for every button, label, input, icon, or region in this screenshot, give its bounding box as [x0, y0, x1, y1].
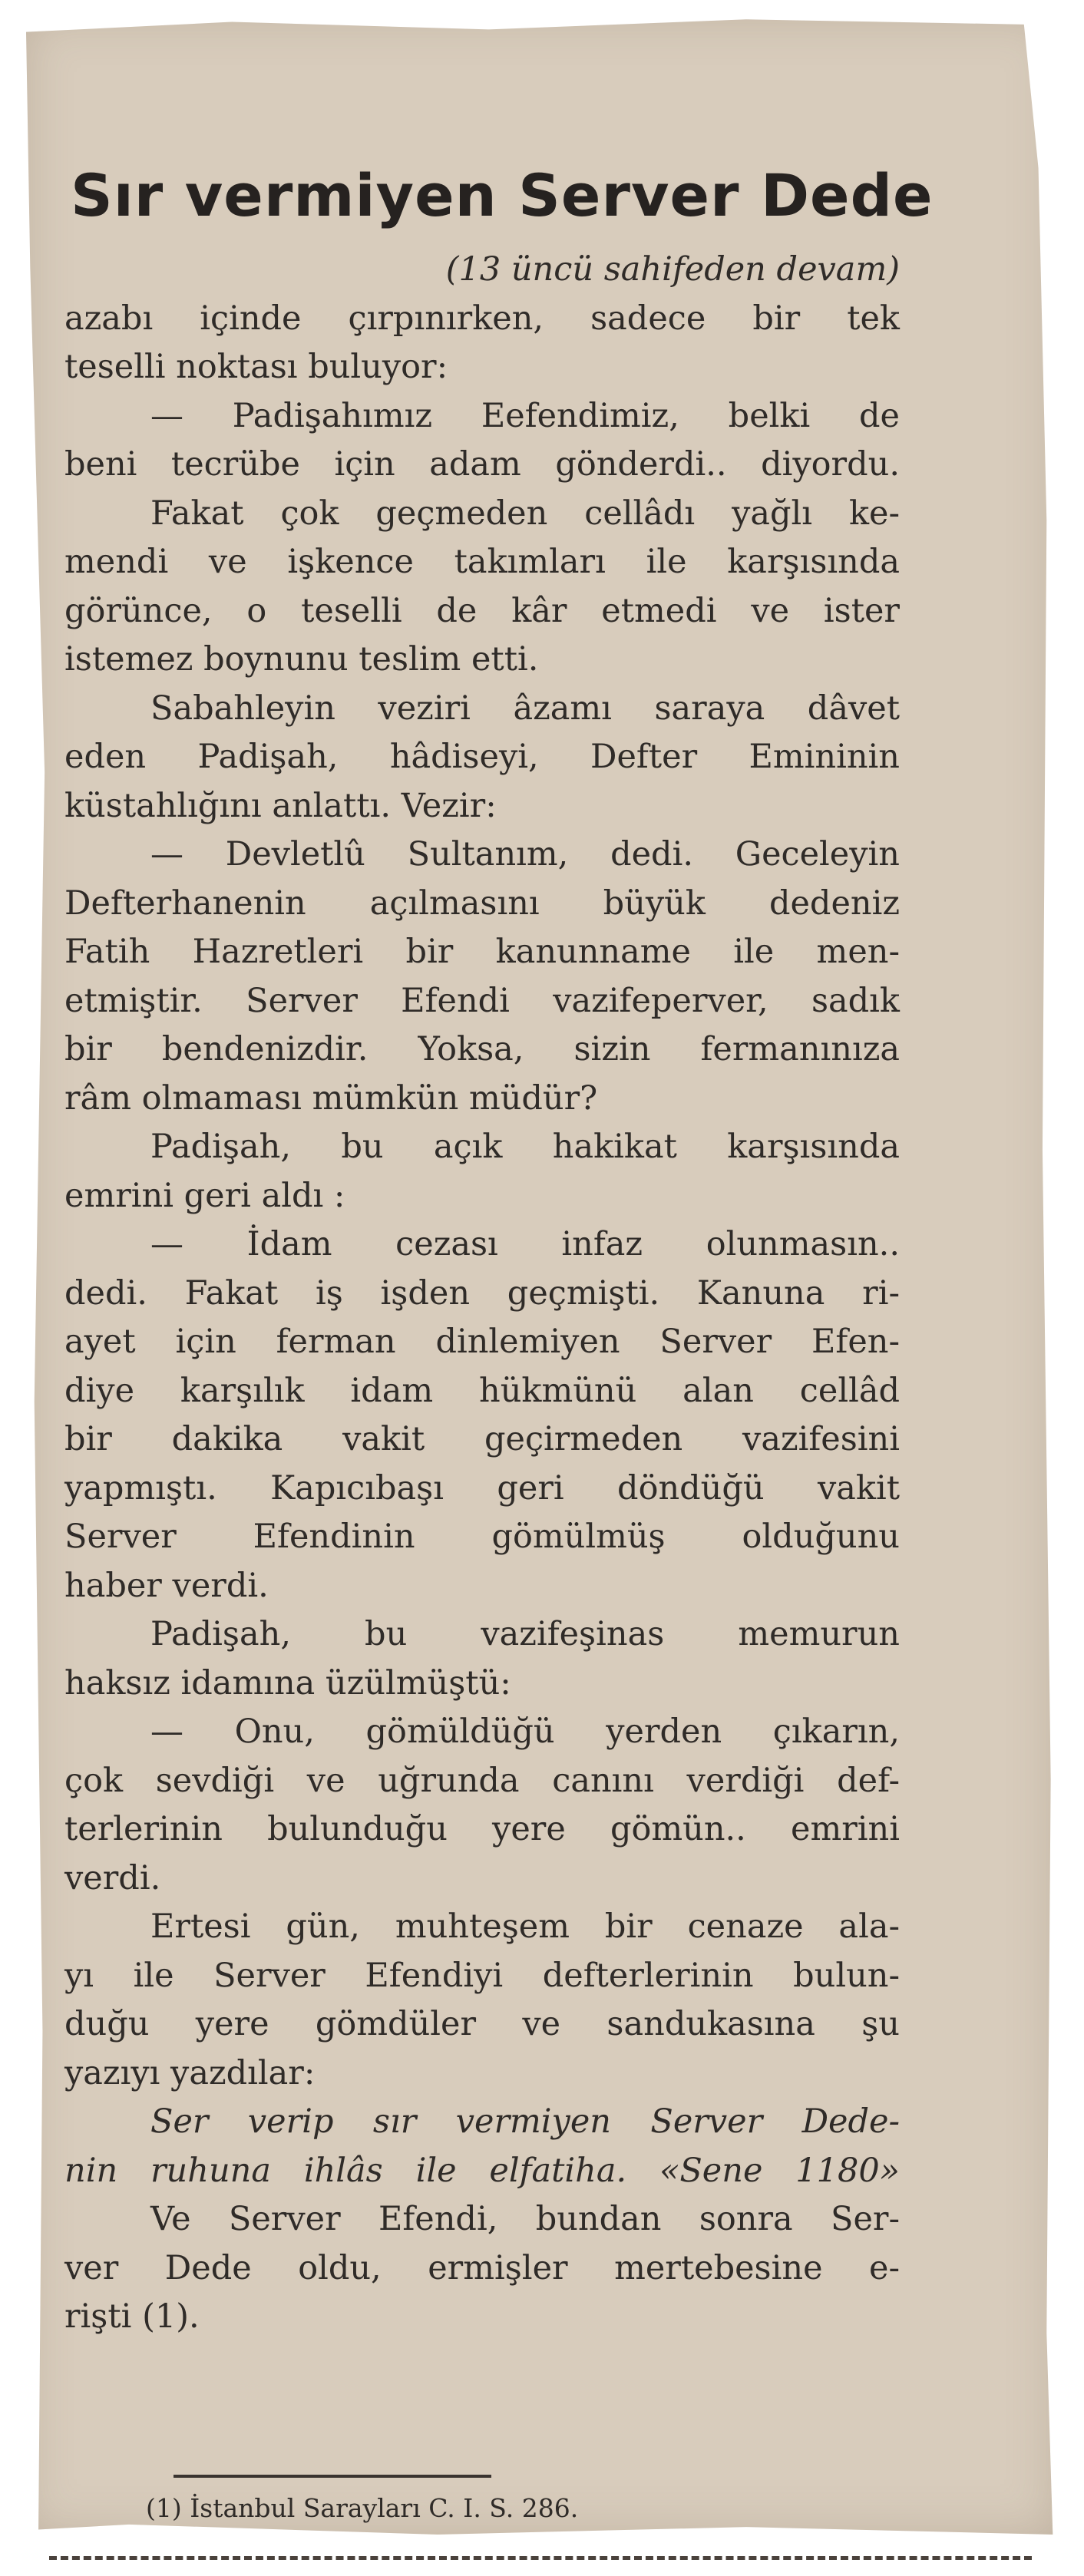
- body-line: Server Efendinin gömülmüş olduğunu: [64, 1518, 900, 1556]
- body-line: terlerinin bulunduğu yere gömün.. emrini: [64, 1810, 900, 1848]
- body-line: — Onu, gömüldüğü yerden çıkarın,: [150, 1712, 900, 1751]
- article-body: [64, 246, 900, 2342]
- body-line: — Padişahımız Eefendimiz, belki de: [150, 396, 900, 435]
- body-line: yapmıştı. Kapıcıbaşı geri döndüğü vakit: [64, 1468, 900, 1508]
- body-line: rişti (1).: [64, 2297, 200, 2336]
- footnote: (1) İstanbul Sarayları C. I. S. 286.: [146, 2493, 579, 2523]
- body-line: haber verdi.: [64, 1566, 269, 1605]
- body-line: Fakat çok geçmeden cellâdı yağlı ke-: [150, 494, 900, 533]
- body-line: — İdam cezası infaz olunmasın..: [150, 1225, 900, 1263]
- body-line: Fatih Hazretleri bir kanunname ile men-: [64, 933, 900, 971]
- body-line: Padişah, bu açık hakikat karşısında: [150, 1128, 900, 1166]
- body-line: bir bendenizdir. Yoksa, sizin fermanınıza: [64, 1030, 900, 1068]
- body-line: dedi. Fakat iş işden geçmişti. Kanuna ri-: [64, 1273, 900, 1313]
- cut-line: [49, 2556, 1032, 2560]
- body-line: ayet için ferman dinlemiyen Server Efen-: [64, 1323, 900, 1361]
- body-line: Padişah, bu vazifeşinas memurun: [150, 1615, 900, 1653]
- body-line: görünce, o teselli de kâr etmedi ve ister: [64, 591, 900, 630]
- body-line: istemez boynunu teslim etti.: [64, 640, 539, 679]
- body-line: haksız idamına üzülmüştü:: [64, 1663, 511, 1702]
- body-line: beni tecrübe için adam gönderdi.. diyordu.: [64, 445, 900, 484]
- body-line: yı ile Server Efendiyi defterlerinin bulun-: [64, 1956, 900, 1995]
- body-line: yazıyı yazdılar:: [64, 2053, 316, 2092]
- body-line: mendi ve işkence takımları ile karşısında: [64, 543, 900, 581]
- body-line: çok sevdiği ve uğrunda canını verdiği def-: [64, 1761, 900, 1800]
- body-line: Ertesi gün, muhteşem bir cenaze ala-: [150, 1907, 900, 1946]
- body-line: emrini geri aldı :: [64, 1176, 345, 1215]
- body-line: bir dakika vakit geçirmeden vazifesini: [64, 1420, 900, 1458]
- body-line: ver Dede oldu, ermişler mertebesine e-: [64, 2248, 900, 2287]
- continuation-note: (13 üncü sahifeden devam): [445, 250, 900, 289]
- body-line: Ve Server Efendi, bundan sonra Ser-: [150, 2200, 900, 2238]
- body-line: azabı içinde çırpınırken, sadece bir tek: [64, 299, 900, 338]
- body-line: diye karşılık idam hükmünü alan cellâd: [64, 1371, 900, 1410]
- body-line: eden Padişah, hâdiseyi, Defter Emininin: [64, 738, 900, 776]
- epitaph-line: nin ruhuna ihlâs ile elfatiha. «Sene 1180»: [64, 2151, 900, 2190]
- body-line: verdi.: [64, 1858, 161, 1897]
- body-line: — Devletlû Sultanım, dedi. Geceleyin: [150, 835, 900, 874]
- body-line: etmiştir. Server Efendi vazifeperver, sadık: [64, 981, 900, 1020]
- body-line: küstahlığını anlattı. Vezir:: [64, 786, 497, 825]
- body-line: teselli noktası buluyor:: [64, 348, 448, 386]
- body-line: Defterhanenin açılmasını büyük dedeniz: [64, 883, 900, 923]
- body-line: râm olmaması mümkün müdür?: [64, 1078, 598, 1118]
- footnote-divider: [174, 2475, 491, 2478]
- body-line: Sabahleyin veziri âzamı saraya dâvet: [150, 689, 900, 728]
- epitaph-line: Ser verip sır vermiyen Server Dede-: [150, 2102, 900, 2141]
- body-line: duğu yere gömdüler ve sandukasına şu: [64, 2005, 900, 2043]
- article-title: Sır vermiyen Server Dede: [71, 161, 934, 230]
